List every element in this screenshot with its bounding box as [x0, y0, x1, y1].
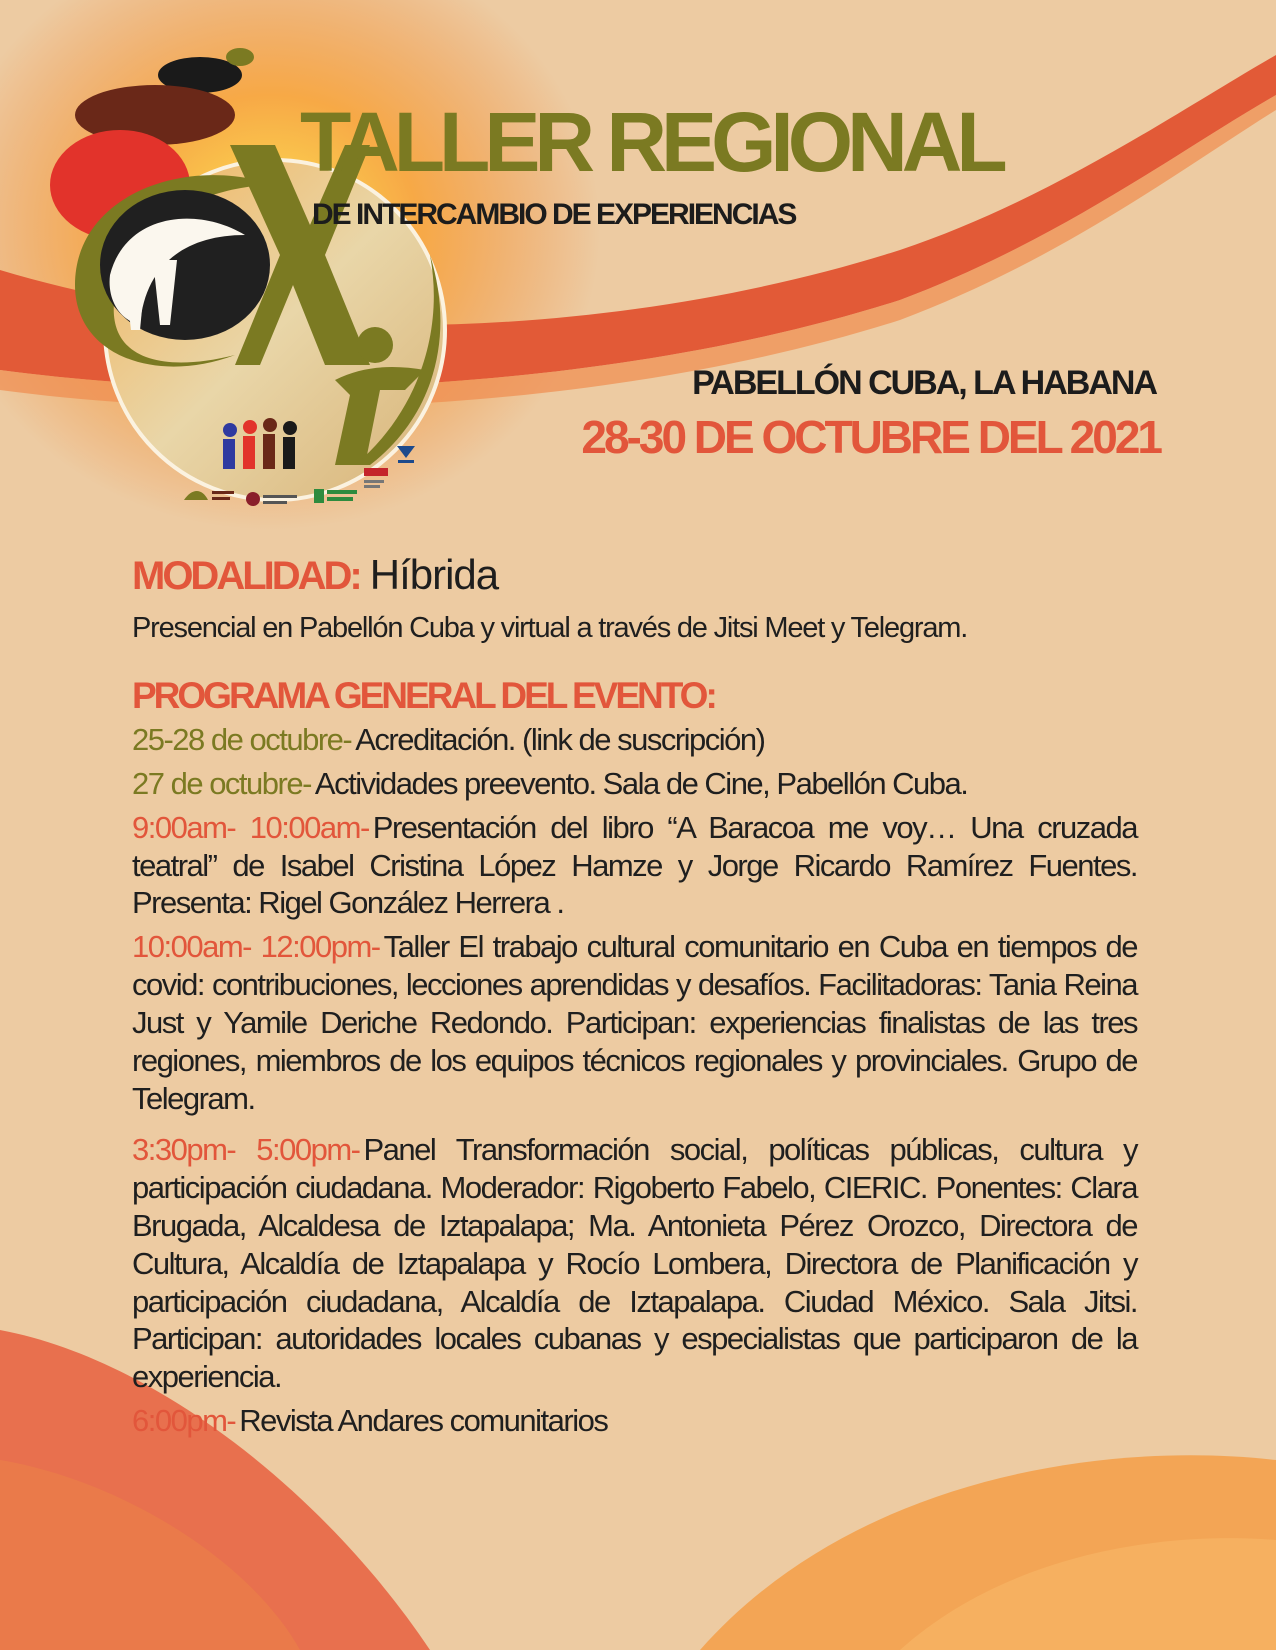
event-venue: PABELLÓN CUBA, LA HABANA [692, 364, 1156, 402]
main-content [132, 552, 1137, 1446]
program-item [132, 1402, 1137, 1440]
modalidad-label: MODALIDAD: [132, 554, 360, 598]
program-item-text: Taller El trabajo cultural comunitario en Cuba en tiempos de covid: contribuciones, lecciones aprendidas y desafíos. Facilitadoras: Tania Reina Just y Yamile Deriche Redondo. Participan: experiencias finalistas de las tres regiones, miembros de los equipos técnicos regionales y provinciales. Grupo de Telegram. [132, 929, 1137, 1116]
sponsor-logo-icon [313, 486, 358, 506]
program-item [132, 1131, 1137, 1396]
program-item-text: Panel Transformación social, políticas públicas, cultura y participación ciudadana. Moderador: Rigoberto Fabelo, CIERIC. Ponentes: Clara Brugada, Alcaldesa de Iztapalapa; Ma. Antonieta Pérez Orozco, Directora de Cultura, Alcaldía de Iztapalapa y Rocío Lombera, Directora de Planificación y participación ciudadana, Alcaldía de Iztapalapa. Ciudad México. Sala Jitsi. Participan: autoridades locales cubanas y especialistas que participaron de la experiencia. [132, 1132, 1137, 1395]
program-item [132, 721, 1137, 759]
sponsor-logo-icon [182, 484, 237, 506]
program-item-time: 6:00pm- [132, 1403, 236, 1438]
event-subtitle: DE INTERCAMBIO DE EXPERIENCIAS [312, 198, 796, 231]
program-item-text: Presentación del libro “A Baracoa me voy… Una cruzada teatral” de Isabel Cristina López Hamze y Jorge Ricardo Ramírez Fuentes. Presenta: Rigel González Herrera . [132, 809, 1137, 921]
programa-heading: PROGRAMA GENERAL DEL EVENTO: [132, 675, 715, 717]
modalidad-value: Híbrida [369, 551, 499, 598]
modalidad-line [132, 552, 1137, 598]
modalidad-description: Presencial en Pabellón Cuba y virtual a través de Jitsi Meet y Telegram. [132, 612, 968, 645]
program-item-time: 25-28 de octubre- [132, 722, 352, 758]
sponsor-logo-icon [362, 466, 392, 490]
program-item-time: 27 de octubre- [132, 766, 311, 801]
program-item [132, 765, 1137, 803]
program-item-time: 10:00am- 12:00pm- [132, 929, 380, 965]
sponsor-logo-icon [245, 490, 300, 508]
program-item-text: Actividades preevento. Sala de Cine, Pabellón Cuba. [314, 766, 968, 801]
program-item-text: Revista Andares comunitarios [239, 1403, 608, 1438]
program-item-time: 3:30pm- 5:00pm- [132, 1132, 360, 1168]
event-title: TALLER REGIONAL [300, 95, 1002, 189]
program-item [132, 928, 1137, 1117]
event-dates: 28-30 DE OCTUBRE DEL 2021 [581, 411, 1160, 463]
program-item [132, 809, 1137, 922]
program-item-time: 9:00am- 10:00am- [132, 809, 369, 845]
program-item-text: Acreditación. (link de suscripción) [355, 722, 765, 758]
sponsor-logo-icon [395, 442, 417, 466]
